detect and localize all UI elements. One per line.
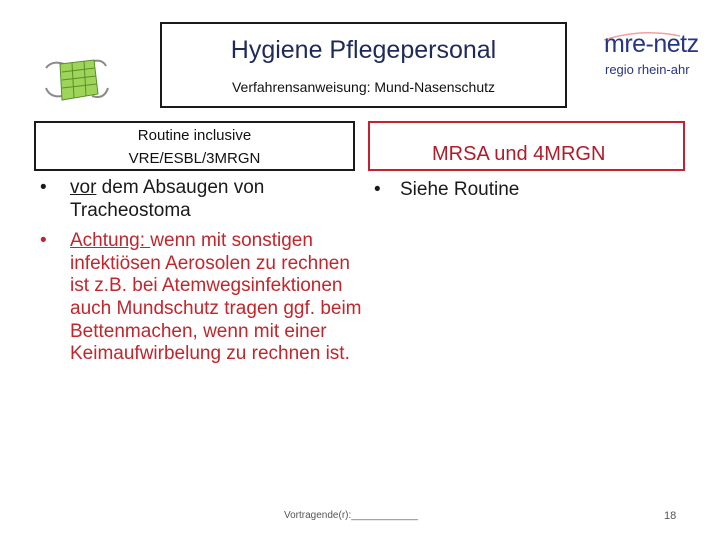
bullet-emphasis: Achtung: xyxy=(70,230,151,252)
bullet-icon: • xyxy=(374,179,381,200)
bullet-text: dem Absaugen von Tracheostoma xyxy=(70,177,265,221)
slide-subtitle: Verfahrensanweisung: Mund-Nasenschutz xyxy=(231,79,496,95)
mrsa-heading: MRSA und 4MRGN xyxy=(432,143,606,165)
logo-region: regio rhein-ahr xyxy=(605,62,690,77)
list-item xyxy=(372,179,519,201)
bullet-text: Siehe Routine xyxy=(400,179,520,200)
routine-bullet-list xyxy=(36,177,366,374)
surgical-mask-icon xyxy=(44,58,110,104)
routine-heading-line2: VRE/ESBL/3MRGN xyxy=(128,150,261,167)
page-number: 18 xyxy=(664,510,677,522)
title-box xyxy=(160,22,567,108)
list-item xyxy=(36,230,366,366)
mrsa-bullet-list xyxy=(372,179,519,201)
bullet-icon: • xyxy=(40,230,47,252)
bullet-emphasis: vor xyxy=(70,177,97,198)
presenter-field: Vortragende(r):____________ xyxy=(284,510,418,521)
logo-name: mre-netz xyxy=(604,30,699,58)
bullet-icon: • xyxy=(40,177,47,198)
mrsa-heading-box xyxy=(368,121,685,171)
list-item xyxy=(36,177,366,222)
slide-title: Hygiene Pflegepersonal xyxy=(230,36,497,64)
mre-netz-logo xyxy=(600,30,700,80)
bullet-text: wenn mit sonstigen infektiösen Aerosolen zu rechnen ist z.B. bei Atemwegsinfektionen auch Mundschutz tragen ggf. beim Bettenmachen, wenn mit einer Keimaufwirbelung zu rechnen ist. xyxy=(70,230,362,365)
routine-heading-line1: Routine inclusive xyxy=(137,127,252,144)
routine-heading-box xyxy=(34,121,355,171)
